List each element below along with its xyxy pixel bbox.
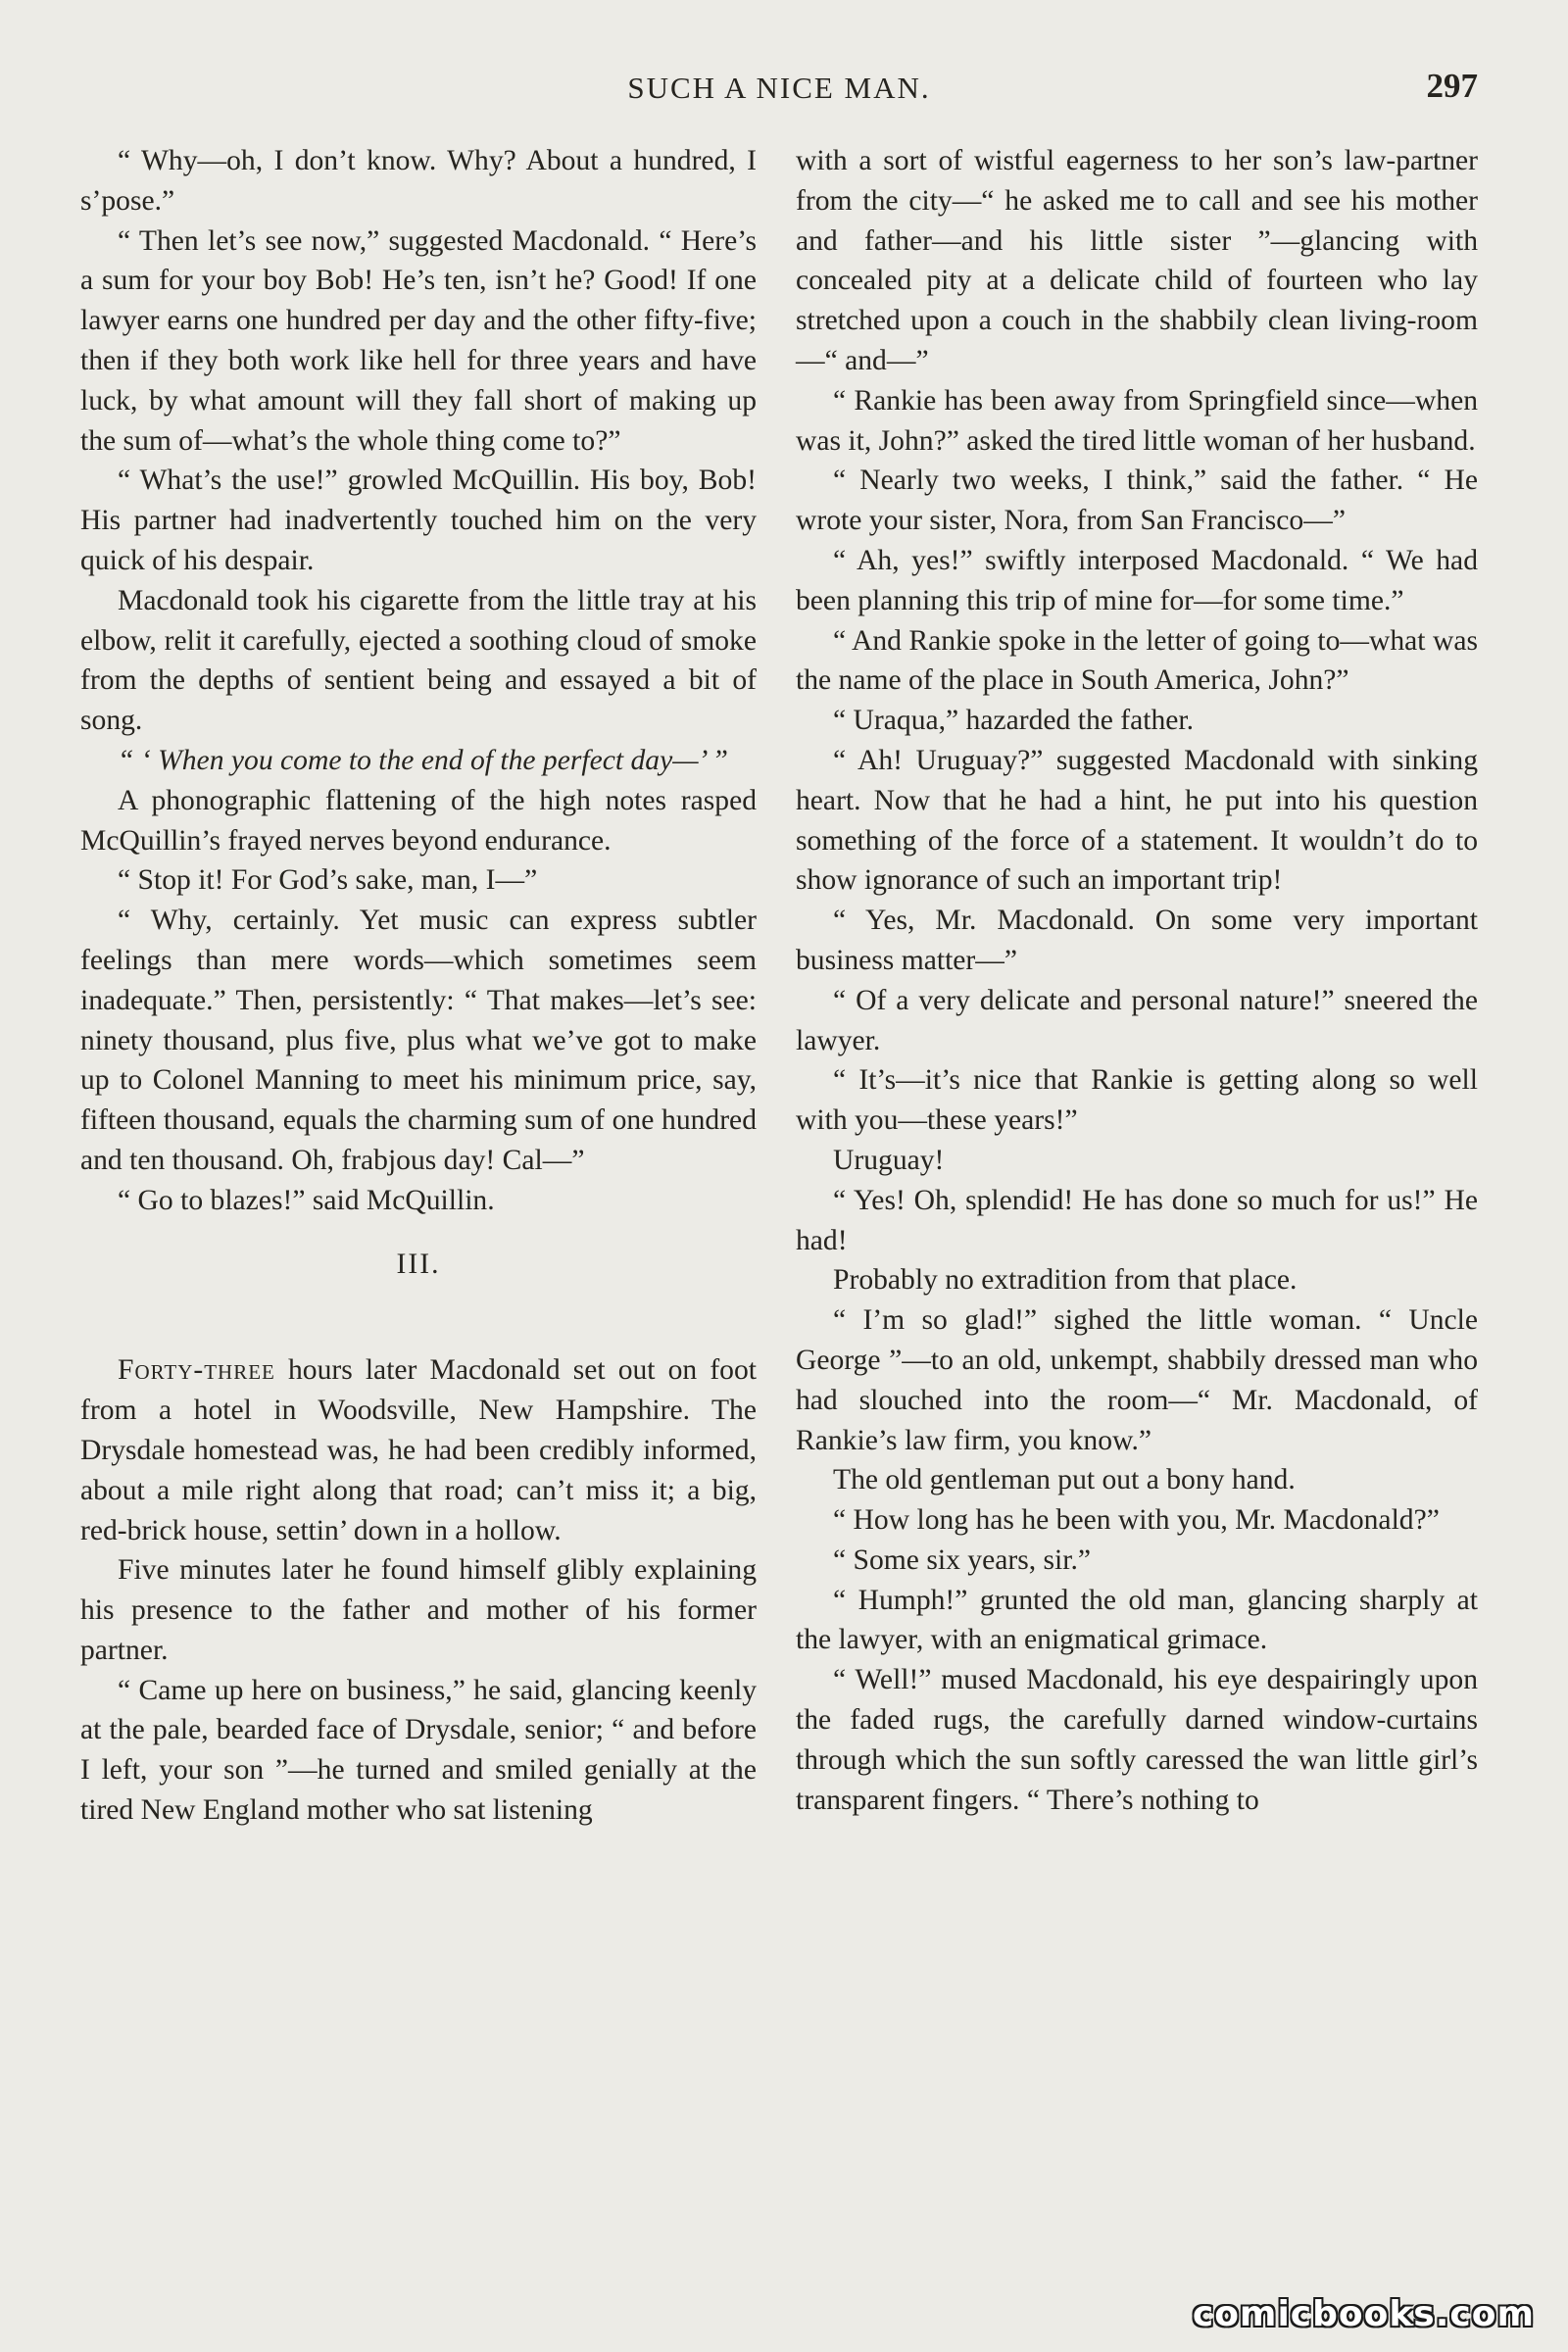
watermark: comicbooks.com (1192, 2294, 1535, 2334)
paragraph: “ Humph!” grunted the old man, glancing sharply at the lawyer, with an enigmatical grimace. (796, 1584, 1478, 1656)
paragraph: “ Came up here on business,” he said, glancing keenly at the pale, bearded face of Drysdale, senior; “ and before I left, your son ”—he turned and smiled genially at the tired New England mother who sat listening (80, 1674, 757, 1827)
section-heading: III. (396, 1248, 441, 1280)
paragraph: “ Stop it! For God’s sake, man, I—” (118, 864, 538, 897)
paragraph: “ What’s the use!” growled McQuillin. His boy, Bob! His partner had inadvertently touched him on the very quick of his despair. (80, 465, 757, 576)
paragraph: “ How long has he been with you, Mr. Macdonald?” (833, 1504, 1440, 1537)
paragraph: “ Yes! Oh, splendid! He has done so much for us!” He had! (796, 1184, 1478, 1256)
paragraph: “ Uraqua,” hazarded the father. (833, 705, 1195, 737)
paragraph: “ Rankie has been away from Springfield since—when was it, John?” asked the tired little woman of her husband. (796, 384, 1478, 457)
left-column (80, 141, 757, 1831)
paragraph: “ Go to blazes!” said McQuillin. (118, 1184, 495, 1216)
paragraph: The old gentleman put out a bony hand. (833, 1464, 1296, 1496)
paragraph: “ Some six years, sir.” (833, 1544, 1092, 1576)
paragraph: Five minutes later he found himself glibly explaining his presence to the father and mother of his former partner. (80, 1554, 757, 1666)
right-column (796, 141, 1478, 1820)
paragraph: with a sort of wistful eagerness to her son’s law-partner from the city—“ he asked me to call and see his mother and father—and his little sister ”—glancing with concealed pity at a delicate child of fourteen who lay stretched upon a couch in the shabbily clean living-room—“ and—” (796, 145, 1478, 376)
paragraph: “ Ah, yes!” swiftly interposed Macdonald. “ We had been planning this trip of mine for—for some time.” (796, 544, 1478, 616)
page-number: 297 (1426, 67, 1478, 105)
paragraph: “ I’m so glad!” sighed the little woman. “ Uncle George ”—to an old, unkempt, shabbily dressed man who had slouched into the room—“ Mr. Macdonald, of Rankie’s law firm, you know.” (796, 1304, 1478, 1456)
paragraph: “ Why—oh, I don’t know. Why? About a hundred, I s’pose.” (80, 145, 757, 217)
paragraph-text: hours later Macdonald set out on foot from a hotel in Woodsville, New Hampshire. The Drysdale homestead was, he had been credibly informed, about a mile right along that road; can’t miss it; a big, red-brick house, settin’ down in a hollow. (80, 1354, 757, 1546)
paragraph: Macdonald took his cigarette from the little tray at his elbow, relit it carefully, ejected a soothing cloud of smoke from the depths of sentient being and essayed a bit of song. (80, 584, 757, 737)
paragraph: “ And Rankie spoke in the letter of going to—what was the name of the place in South America, John?” (796, 624, 1478, 697)
song-lyric: “ ‘ When you come to the end of the perfect day—’ ” (118, 744, 728, 776)
paragraph: “ Yes, Mr. Macdonald. On some very important business matter—” (796, 905, 1478, 976)
paragraph: Probably no extradition from that place. (833, 1264, 1298, 1297)
paragraph (80, 1350, 757, 1550)
paragraph: “ Well!” mused Macdonald, his eye despairingly upon the faded rugs, the carefully darned window-curtains through which the sun softly caressed the wan little girl’s transparent fingers. “ There’s nothing to (796, 1664, 1478, 1816)
paragraph: “ Ah! Uruguay?” suggested Macdonald with sinking heart. Now that he had a hint, he put into his question something of the force of a statement. It wouldn’t do to show ignorance of such an important trip! (796, 744, 1478, 897)
small-caps-lead: Forty-three (118, 1354, 275, 1387)
paragraph: “ Nearly two weeks, I think,” said the father. “ He wrote your sister, Nora, from San Francisco—” (796, 465, 1478, 537)
paragraph: Uruguay! (833, 1144, 945, 1176)
paragraph: “ Why, certainly. Yet music can express subtler feelings than mere words—which sometimes seem inadequate.” Then, persistently: “ That makes—let’s see: ninety thousand, plus five, plus what we’ve got to make up to Colonel Manning to meet his minimum price, say, fifteen thousand, equals the charming sum of one hundred and ten thousand. Oh, frabjous day! Cal—” (80, 905, 757, 1176)
paragraph: “ It’s—it’s nice that Rankie is getting along so well with you—these years!” (796, 1064, 1478, 1137)
running-title: SUCH A NICE MAN. (627, 71, 931, 105)
paragraph: “ Then let’s see now,” suggested Macdonald. “ Here’s a sum for your boy Bob! He’s ten, isn’t he? Good! If one lawyer earns one hundred per day and the other fifty-five; then if they both work like hell for three years and have luck, by what amount will they fall short of making up the sum of—what’s the whole thing come to?” (80, 224, 757, 457)
paragraph: A phonographic flattening of the high notes rasped McQuillin’s frayed nerves beyond endurance. (80, 784, 757, 857)
paragraph: “ Of a very delicate and personal nature!” sneered the lawyer. (796, 984, 1478, 1056)
running-head (80, 67, 1478, 116)
